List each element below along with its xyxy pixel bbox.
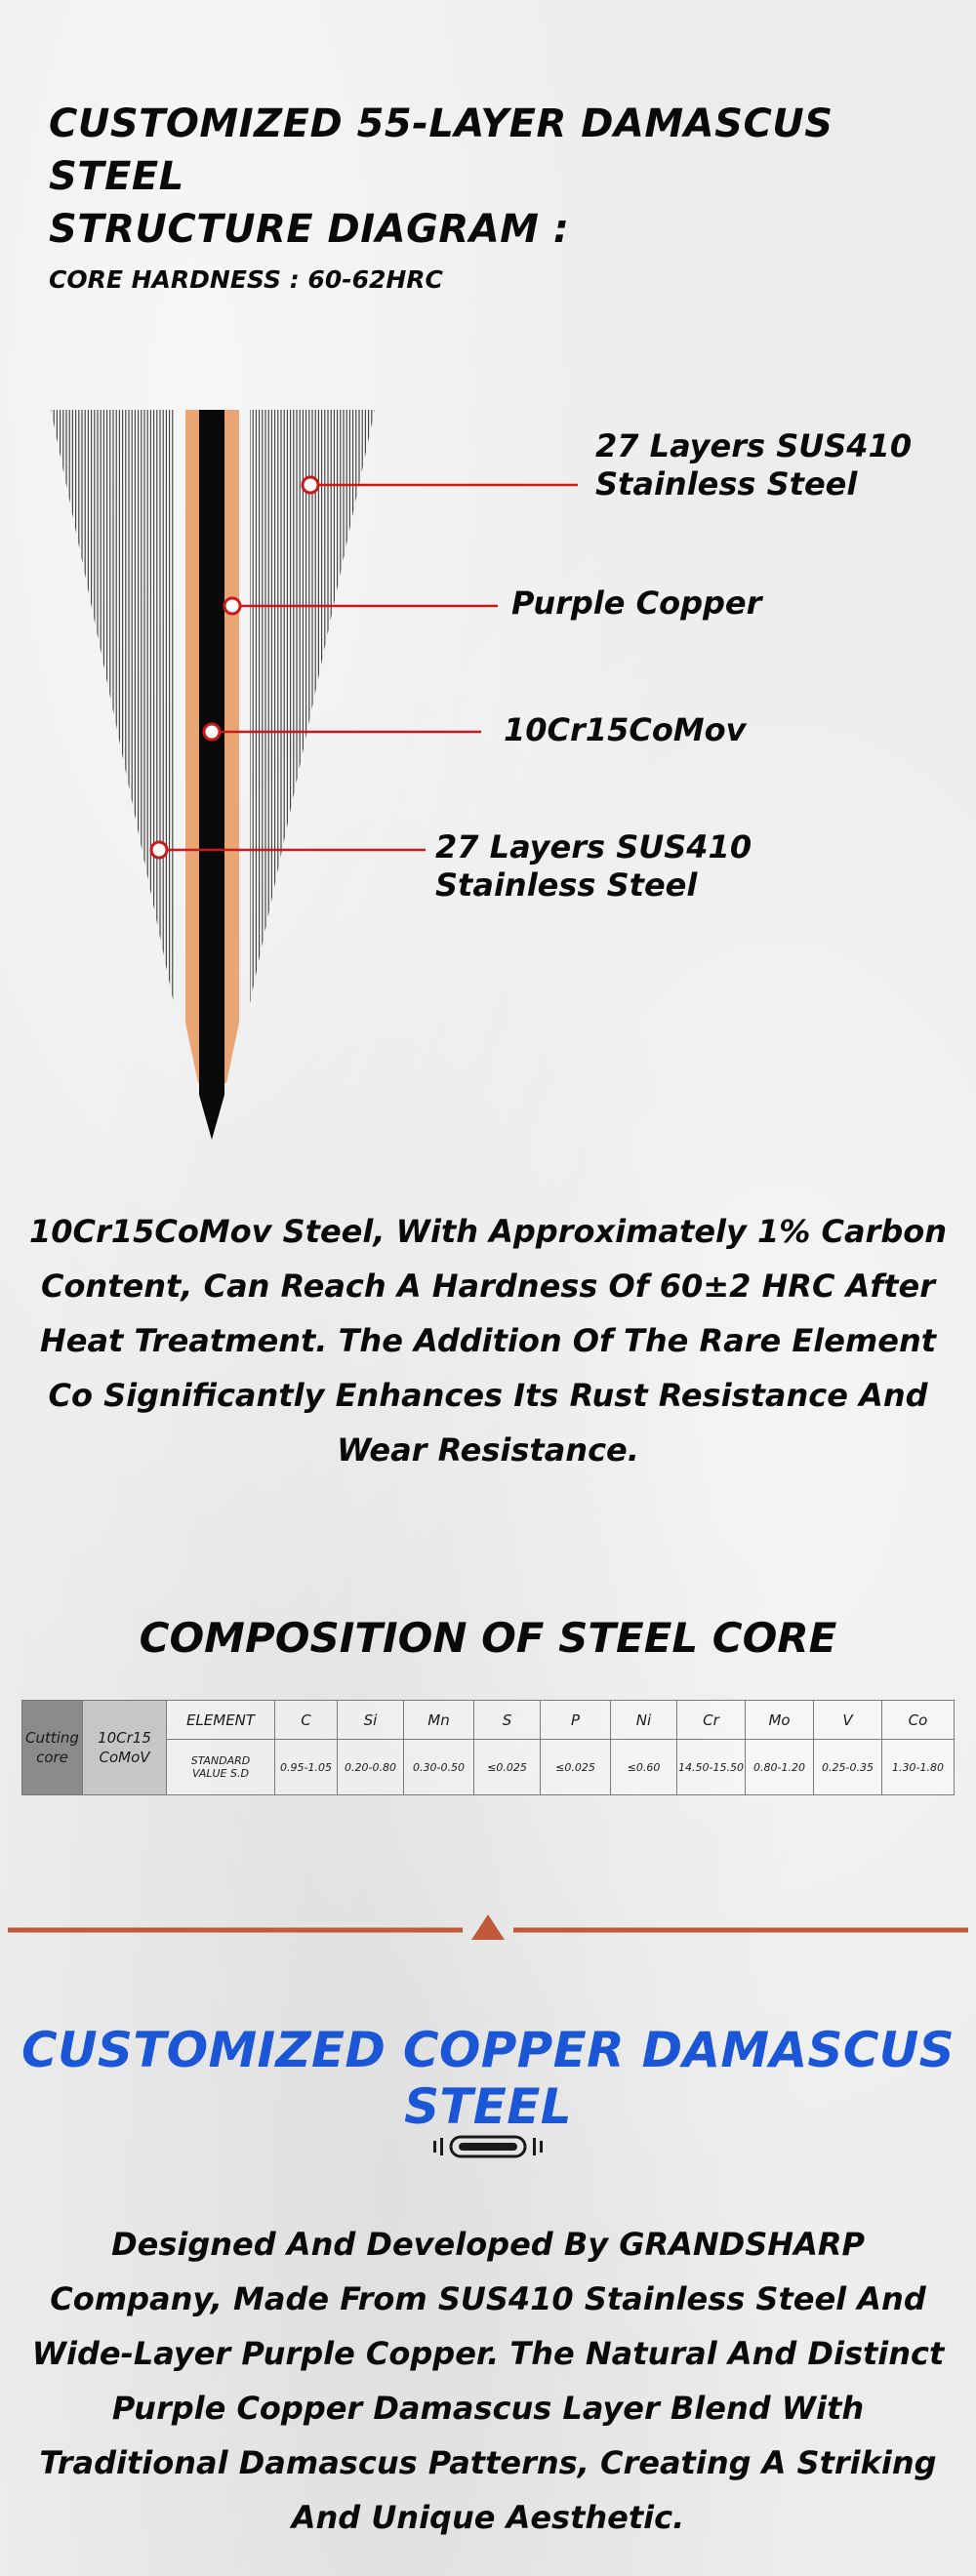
- element-cell: Cr: [677, 1701, 746, 1740]
- value-cell: 0.20-0.80: [338, 1740, 404, 1795]
- cell-text: STANDARD: [190, 1754, 251, 1768]
- value-cell: 0.25-0.35: [814, 1740, 882, 1795]
- standard-value-label-cell: [167, 1740, 275, 1795]
- callout-marker-dot: [151, 842, 167, 858]
- value-cell: 14.50-15.50: [677, 1740, 746, 1795]
- value-cell: ≤0.025: [541, 1740, 611, 1795]
- cell-text: 10Cr15: [98, 1729, 151, 1747]
- cell-text: VALUE S.D: [192, 1767, 249, 1781]
- cell-text: CoMoV: [99, 1749, 150, 1766]
- callout-marker-dot: [204, 724, 220, 740]
- element-cell: Co: [882, 1701, 955, 1740]
- capsule-ornament-icon: [429, 2127, 547, 2166]
- copper-damascus-title: CUSTOMIZED COPPER DAMASCUS STEEL: [21, 2022, 955, 2135]
- element-cell: Mn: [404, 1701, 474, 1740]
- copper-damascus-description: Designed And Developed By GRANDSHARP Company, Made From SUS410 Stainless Steel And Wide-Layer Purple Copper. The Natural And Distinct Purple Copper Damascus Layer Blend With Traditional Damascus Patterns, Creating A Striking And Unique Aesthetic.: [31, 2226, 945, 2536]
- callout-outer-steel-top: [595, 427, 912, 503]
- section-divider: [0, 1905, 976, 1944]
- value-cell: 0.80-1.20: [746, 1740, 814, 1795]
- value-cell: ≤0.025: [474, 1740, 541, 1795]
- callout-purple-copper: [511, 584, 761, 623]
- callout-text-line: 27 Layers SUS410: [435, 828, 752, 865]
- cell-text: core: [36, 1749, 68, 1766]
- element-cell: V: [814, 1701, 882, 1740]
- left-steel-layers: [51, 410, 173, 1005]
- page-title: [49, 98, 947, 256]
- composition-header-row: [22, 1701, 955, 1740]
- core-hardness-label: CORE HARDNESS : 60-62HRC: [49, 265, 443, 294]
- steel-core: [199, 410, 224, 1140]
- callout-text-line: Stainless Steel: [435, 866, 698, 904]
- cutting-core-cell: [22, 1701, 83, 1795]
- value-cell: 1.30-1.80: [882, 1740, 955, 1795]
- callout-core-steel: [504, 711, 746, 749]
- callout-text-line: Purple Copper: [511, 584, 762, 622]
- element-cell: Mo: [746, 1701, 814, 1740]
- copper-layer-left: [185, 410, 199, 1023]
- element-cell: P: [541, 1701, 611, 1740]
- callout-text-line: 10Cr15CoMov: [504, 711, 747, 748]
- composition-table: [21, 1700, 955, 1795]
- value-cell: 0.30-0.50: [404, 1740, 474, 1795]
- page-title-line-1: CUSTOMIZED 55-LAYER DAMASCUS STEEL: [49, 101, 834, 199]
- core-grade-cell: [83, 1701, 167, 1795]
- element-cell: C: [275, 1701, 338, 1740]
- cell-text: Cutting: [25, 1729, 79, 1747]
- element-header-cell: ELEMENT: [167, 1701, 275, 1740]
- element-cell: Ni: [611, 1701, 677, 1740]
- steel-description: 10Cr15CoMov Steel, With Approximately 1% Carbon Content, Can Reach A Hardness Of 60±2 HRC After Heat Treatment. The Addition Of The Rare Element Co Significantly Enhances Its Rust Resistance And Wear Resistance.: [29, 1213, 947, 1469]
- copper-layer-right: [224, 410, 239, 1023]
- right-steel-layers: [250, 410, 375, 1005]
- callout-marker-dot: [224, 598, 240, 614]
- page-title-line-2: STRUCTURE DIAGRAM :: [49, 207, 570, 252]
- callout-text-line: Stainless Steel: [595, 465, 858, 503]
- element-cell: Si: [338, 1701, 404, 1740]
- callout-marker-dot: [303, 477, 318, 493]
- composition-title: COMPOSITION OF STEEL CORE: [139, 1614, 837, 1662]
- callout-outer-steel-bottom: [435, 828, 752, 905]
- callout-text-line: 27 Layers SUS410: [595, 427, 913, 464]
- triangle-icon: [471, 1914, 505, 1940]
- value-cell: 0.95-1.05: [275, 1740, 338, 1795]
- element-cell: S: [474, 1701, 541, 1740]
- value-cell: ≤0.60: [611, 1740, 677, 1795]
- damascus-layer-diagram: [0, 390, 976, 1151]
